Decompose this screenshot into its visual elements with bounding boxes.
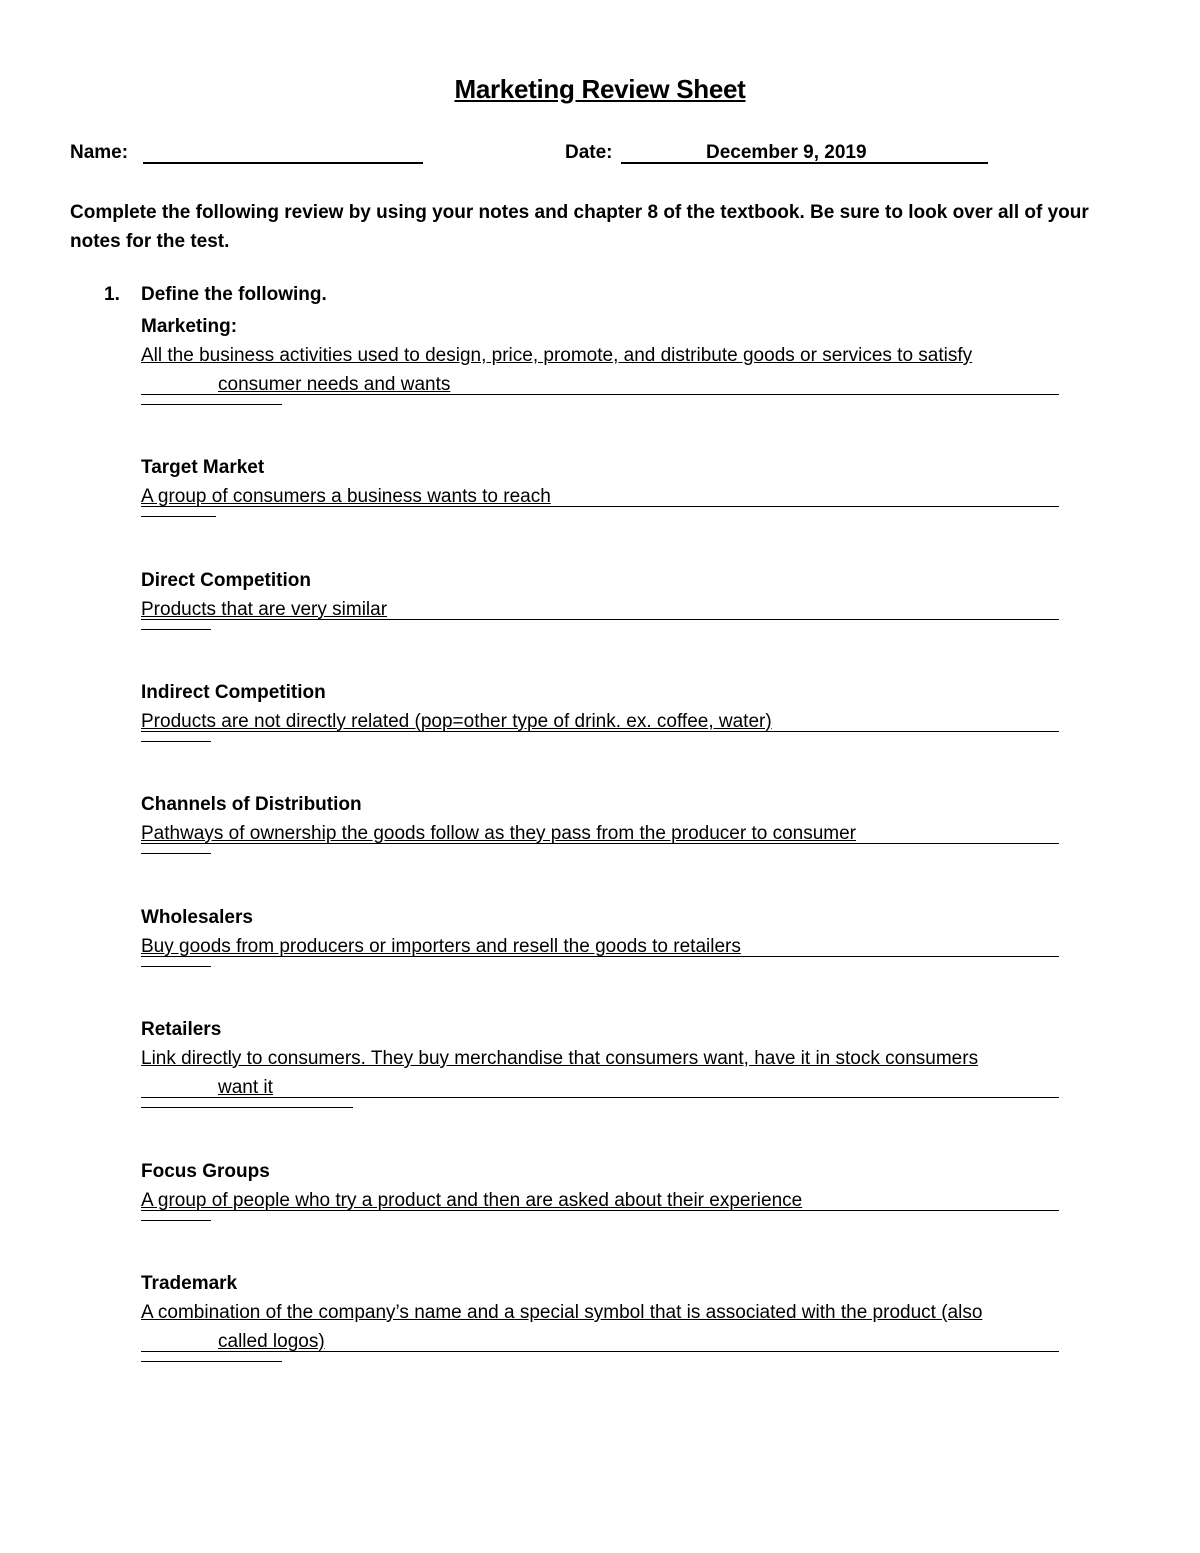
answer-trailing-rule [141, 1361, 282, 1362]
definition-text: want it [218, 1077, 273, 1098]
answer-rule [141, 1097, 1059, 1098]
definition-line [141, 1044, 1101, 1073]
term-block-trademark [141, 1269, 1101, 1362]
definition-line[interactable] [141, 1186, 1101, 1215]
definition-text: called logos) [218, 1331, 325, 1352]
term-label: Direct Competition [141, 570, 311, 591]
term-label: Marketing: [141, 316, 238, 337]
definition-text: Link directly to consumers. They buy merchandise that consumers want, have it in stock consumers [141, 1048, 979, 1069]
definition-line[interactable] [141, 707, 1101, 736]
definition-text: Products that are very similar [141, 599, 388, 620]
question-number: 1. [104, 284, 120, 305]
definition-text: Pathways of ownership the goods follow as they pass from the producer to consumer [141, 823, 856, 844]
definition-line[interactable] [141, 932, 1101, 961]
term-label: Trademark [141, 1273, 238, 1294]
name-label: Name: [70, 142, 129, 163]
definition-text: consumer needs and wants [218, 374, 451, 395]
definition-text: All the business activities used to design, price, promote, and distribute goods or services to satisfy [141, 345, 973, 366]
term-block-marketing [141, 312, 1101, 405]
date-label: Date: [565, 142, 613, 163]
term-label: Wholesalers [141, 907, 253, 928]
answer-trailing-rule [141, 404, 282, 405]
answer-trailing-rule [141, 741, 211, 742]
definition-line[interactable] [141, 819, 1101, 848]
term-block-target-market [141, 453, 1101, 517]
answer-trailing-rule [141, 629, 211, 630]
answer-trailing-rule [141, 1107, 353, 1108]
definition-line [141, 1298, 1101, 1327]
answer-trailing-rule [141, 516, 216, 517]
page-title: Marketing Review Sheet [454, 74, 746, 104]
definition-line[interactable] [141, 370, 1101, 399]
term-block-indirect-competition [141, 678, 1101, 742]
definition-text: A group of people who try a product and then are asked about their experience [141, 1190, 803, 1211]
definition-text: A group of consumers a business wants to reach [141, 486, 551, 507]
definition-line[interactable] [141, 1073, 1101, 1102]
term-label: Focus Groups [141, 1161, 270, 1182]
definition-line[interactable] [141, 482, 1101, 511]
date-value: December 9, 2019 [706, 142, 867, 163]
term-label: Retailers [141, 1019, 222, 1040]
definition-line[interactable] [141, 1327, 1101, 1356]
definition-line [141, 341, 1101, 370]
term-block-channels-of-distribution [141, 790, 1101, 854]
answer-trailing-rule [141, 966, 211, 967]
term-block-wholesalers [141, 903, 1101, 967]
question-prompt: Define the following. [141, 284, 327, 305]
term-label: Target Market [141, 457, 265, 478]
term-block-retailers [141, 1015, 1101, 1108]
term-label: Indirect Competition [141, 682, 326, 703]
definition-text: Buy goods from producers or importers and resell the goods to retailers [141, 936, 741, 957]
definition-text: A combination of the company’s name and a special symbol that is associated with the product (also [141, 1302, 983, 1323]
term-block-direct-competition [141, 566, 1101, 630]
answer-trailing-rule [141, 1220, 211, 1221]
term-label: Channels of Distribution [141, 794, 362, 815]
definition-line[interactable] [141, 595, 1101, 624]
definition-text: Products are not directly related (pop=other type of drink. ex. coffee, water) [141, 711, 772, 732]
name-field-line[interactable] [143, 162, 423, 164]
term-block-focus-groups [141, 1157, 1101, 1221]
answer-trailing-rule [141, 853, 211, 854]
instructions-text: Complete the following review by using your notes and chapter 8 of the textbook. Be sure to look over all of your notes for the test. [70, 202, 1089, 252]
